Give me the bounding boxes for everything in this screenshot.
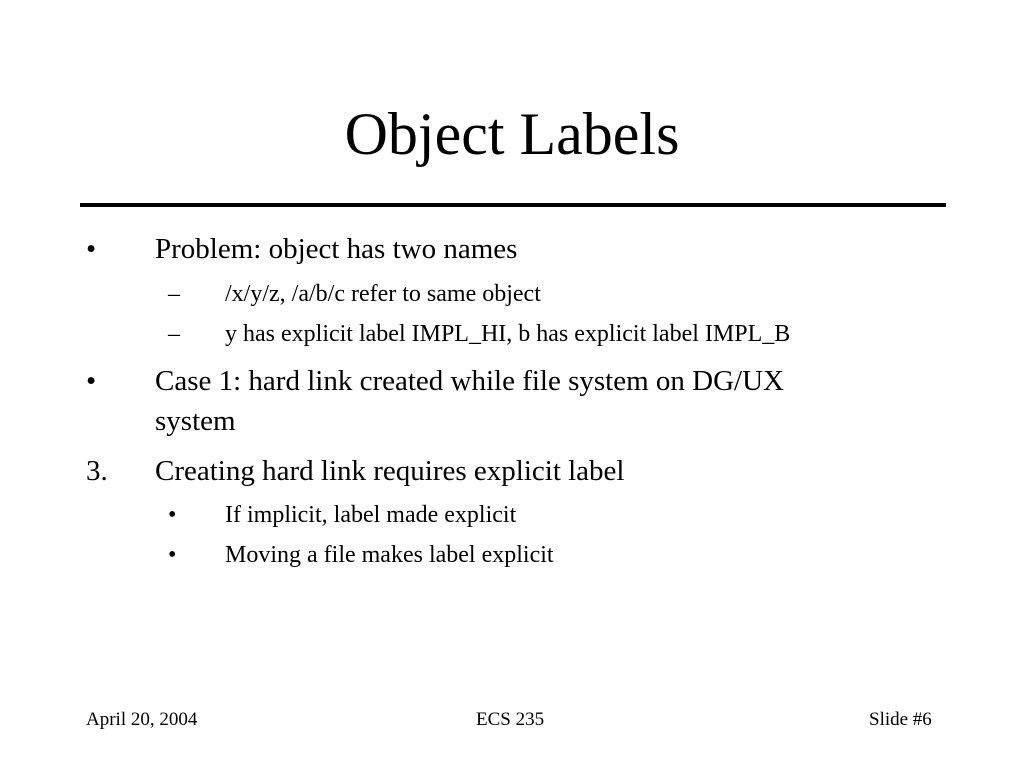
bullet-text: y has explicit label IMPL_HI, b has explicit label IMPL_B (225, 321, 791, 347)
footer-date: April 20, 2004 (86, 709, 198, 730)
footer-slide-number: Slide #6 (869, 709, 932, 730)
bullet-marker: – (168, 321, 180, 347)
bullet-marker: • (168, 502, 177, 528)
bullet-marker: – (168, 281, 180, 307)
bullet-text: Moving a file makes label explicit (225, 542, 554, 568)
bullet-marker: • (168, 542, 177, 568)
bullet-text: /x/y/z, /a/b/c refer to same object (225, 281, 541, 307)
bullet-text: Case 1: hard link created while file system on DG/UX (155, 365, 784, 397)
bullet-text: Creating hard link requires explicit label (155, 455, 625, 487)
bullet-marker: • (86, 233, 97, 265)
bullet-text: Problem: object has two names (155, 233, 518, 265)
number-marker: 3. (86, 455, 108, 487)
slide-title: Object Labels (344, 101, 680, 167)
footer-course: ECS 235 (476, 709, 545, 730)
bullet-text: If implicit, label made explicit (225, 502, 517, 528)
bullet-text: system (155, 405, 236, 437)
bullet-marker: • (86, 365, 97, 397)
